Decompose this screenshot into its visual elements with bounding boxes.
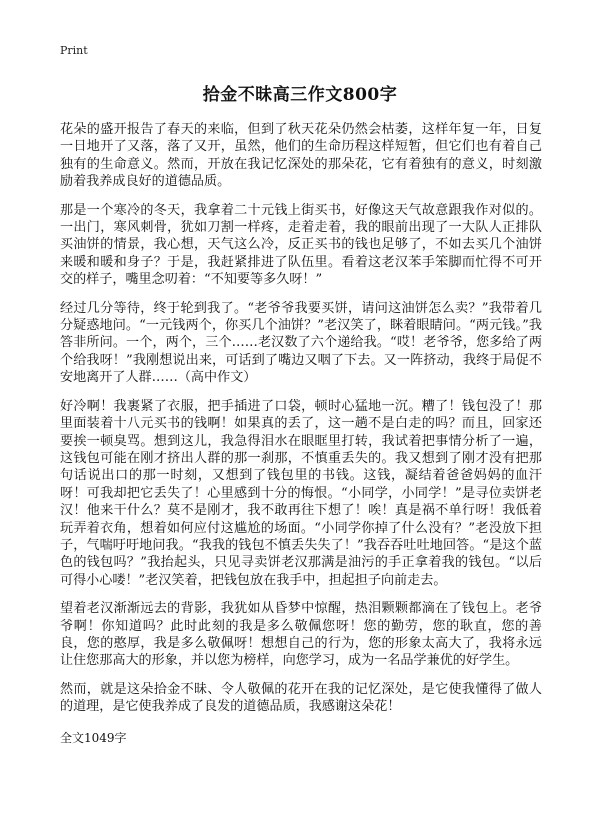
print-link[interactable]: Print	[60, 44, 88, 57]
article-body	[60, 121, 542, 746]
article-paragraph: 好冷啊！我裹紧了衣服，把手插进了口袋，顿时心猛地一沉。糟了！钱包没了！那里面装着十八元买书的钱啊！如果真的丢了，这一趟不是白走的吗？而且，回家还要挨一顿臭骂。想到这儿，我急得泪水在眼眶里打转，我试着把事情分析了一遍，这钱包可能在刚才挤出人群的那一刹那，不慎重丢失的。我又想到了刚才没有把那句话说出口的那一时刻，又想到了钱包里的书钱。这钱，凝结着爸爸妈妈的血汗呀！可我却把它丢失了！心里感到十分的悔恨。“小同学，小同学！”是寻位卖饼老汉！他来干什么？莫不是刚才，我不敢再往下想了！唉！真是祸不单行呀！我低着玩弄着衣角，想着如何应付这尴尬的场面。“小同学你掉了什么没有？”老没放下担子，气喘吁吁地问我。“我我的钱包不慎丢失失了！”我吞吞吐吐地回答。“是这个蓝色的钱包吗？”我抬起头，只见寻卖饼老汉那满是油污的手正拿着我的钱包。“以后可得小心喽！”老汉笑着，把钱包放在我手中，担起担子向前走去。	[60, 398, 542, 588]
article-title: 拾金不昧高三作文800字	[202, 85, 398, 105]
article-paragraph: 经过几分等待，终于轮到我了。“老爷爷我要买饼，请问这油饼怎么卖？”我带着几分疑惑地问。“一元钱两个，你买几个油饼？”老汉笑了，眯着眼睛问。“两元钱。”我答非所问。一个，两个，三个……老汉数了六个递给我。“哎！老爷爷，您多给了两个给我呀！”我刚想说出来，可话到了嘴边又咽了下去。又一阵挤动，我终于局促不安地离开了人群……（高中作文）	[60, 300, 542, 386]
article-paragraph: 花朵的盛开报告了春天的来临，但到了秋天花朵仍然会枯萎，这样年复一年，日复一日地开了又落，落了又开，虽然，他们的生命历程这样短暂，但它们也有着自己独有的生命意义。然而，开放在我记忆深处的那朵花，它有着独有的意义，时刻激励着我养成良好的道德品质。	[60, 122, 542, 190]
word-count: 全文1049字	[60, 730, 127, 745]
article-paragraph: 望着老汉渐渐远去的背影，我犹如从昏梦中惊醒，热泪颗颗都滴在了钱包上。老爷爷啊！你知道吗？此时此刻的我是多么敬佩您呀！您的勤劳，您的耿直，您的善良，您的憨厚，我是多么敬佩呀！想想自己的行为，您的形象太高大了，我将永远让住您那高大的形象，并以您为榜样，向您学习，成为一名品学兼优的好学生。	[60, 601, 542, 669]
article-paragraph: 然而，就是这朵拾金不昧、令人敬佩的花开在我的记忆深处，是它使我懂得了做人的道理，是它使我养成了良发的道德品质，我感谢这朵花！	[60, 681, 542, 715]
article-paragraph: 那是一个寒冷的冬天，我拿着二十元钱上街买书，好像这天气故意跟我作对似的。一出门，寒风刺骨，犹如刀割一样疼，走着走着，我的眼前出现了一大队人正排队买油饼的情景，我心想，天气这么冷，反正买书的钱也足够了，不如去买几个油饼来暖和暖和身子？于是，我赶紧排进了队伍里。看着这老汉苯手笨脚而忙得不可开交的样子，嘴里念叨着：“不知要等多久呀！”	[60, 202, 542, 288]
